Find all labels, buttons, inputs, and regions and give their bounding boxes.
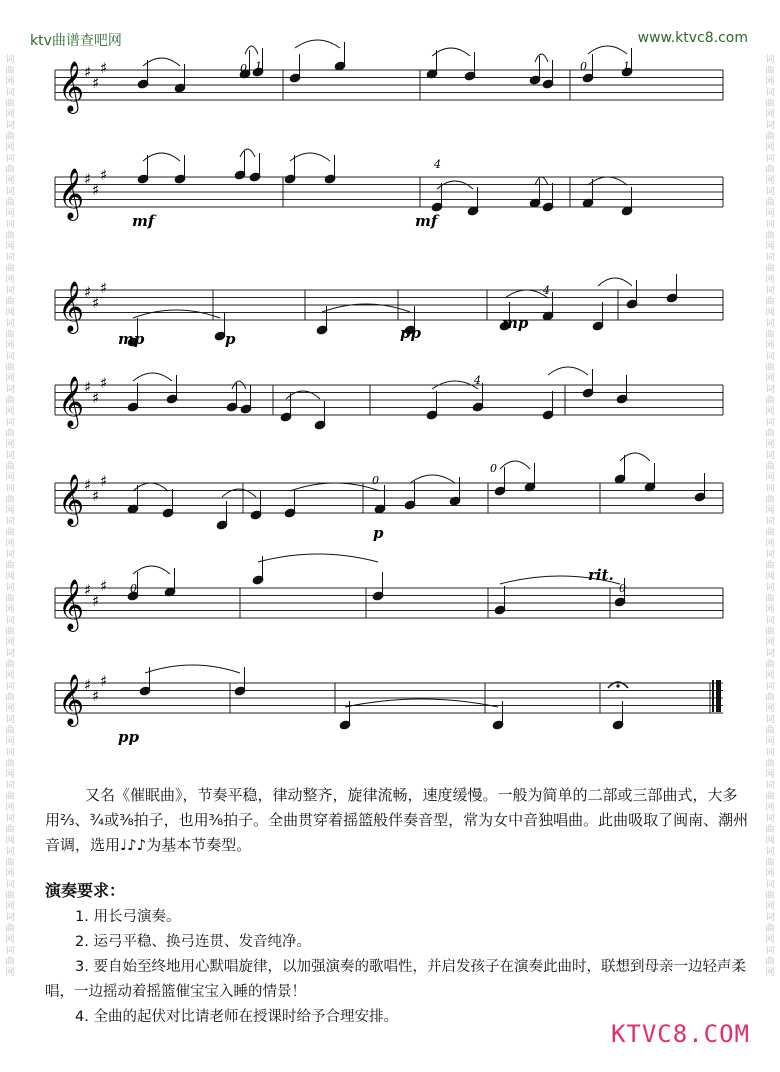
fingering-0: 0: [619, 582, 626, 595]
sharp-icon: ♯: [84, 676, 92, 694]
fingering-4: 4: [474, 374, 481, 387]
slur: [143, 153, 180, 161]
sharp-icon: ♯: [84, 283, 92, 301]
fingering-4: 4: [543, 284, 550, 297]
sharp-icon: ♯: [84, 581, 92, 599]
sharp-icon: ♯: [92, 294, 100, 312]
fingering-4: 4: [434, 158, 441, 171]
slur: [245, 46, 258, 54]
sharp-icon: ♯: [92, 687, 100, 705]
sharp-icon: ♯: [100, 672, 108, 690]
treble-clef-icon: 𝄞: [58, 376, 85, 427]
ktvc8-logo: KTVC8.COM: [610, 1020, 750, 1048]
site-url-right: www.ktvc8.com: [637, 30, 748, 46]
fermata-dot: [616, 684, 619, 687]
requirements-list: [45, 905, 750, 1030]
treble-clef-icon: 𝄞: [58, 168, 85, 219]
slur: [505, 290, 548, 298]
slur: [290, 153, 330, 161]
sharp-icon: ♯: [100, 374, 108, 392]
slur: [295, 40, 340, 48]
sharp-icon: ♯: [92, 389, 100, 407]
slur: [290, 483, 380, 491]
slur: [133, 373, 172, 381]
dynamic-p-1: p: [225, 330, 236, 348]
fingering-0: 0: [240, 62, 247, 75]
fingering-0: 0: [490, 462, 497, 475]
requirement-item: 2. 运弓平稳、换弓连贯、发音纯净。: [75, 934, 311, 950]
slur: [258, 554, 378, 562]
requirement-item: 4. 全曲的起伏对比请老师在授课时给予合理安排。: [75, 1009, 398, 1025]
dynamic-mf-2: mf: [415, 212, 438, 230]
sharp-icon: ♯: [84, 378, 92, 396]
slur: [432, 48, 470, 56]
sharp-icon: ♯: [100, 166, 108, 184]
treble-clef-icon: 𝄞: [58, 281, 85, 332]
fingering-0: 0: [580, 60, 587, 73]
slur: [145, 665, 240, 673]
sharp-icon: ♯: [84, 170, 92, 188]
sharp-icon: ♯: [100, 472, 108, 490]
slur: [588, 177, 627, 185]
final-barline-thick: [716, 680, 721, 712]
slur: [133, 483, 168, 491]
rit-mark: rit.: [588, 566, 614, 584]
slur: [133, 566, 170, 574]
slur: [240, 149, 255, 157]
sharp-icon: ♯: [92, 74, 100, 92]
treble-clef-icon: 𝄞: [58, 674, 85, 725]
sharp-icon: ♯: [84, 63, 92, 81]
sharp-icon: ♯: [84, 476, 92, 494]
dynamic-mf-1: mf: [132, 212, 155, 230]
requirement-item: 3. 要自始至终地用心默唱旋律，以加强演奏的歌唱性，并启发孩子在演奏此曲时，联想到母亲一边轻声柔唱，一边摇动着摇篮催宝宝入睡的情景！: [45, 959, 746, 1000]
final-barline-thin: [712, 680, 714, 712]
dynamic-mp-1: mp: [118, 330, 145, 348]
sharp-icon: ♯: [100, 279, 108, 297]
side-watermark-left: 词曲网词曲网词曲网词曲网词曲网词曲网词曲网词曲网词曲网词曲网词曲网词曲网词曲网词曲网词曲网词曲网词曲网词曲网词曲网词曲网词曲网词曲网词曲网词曲网词曲网词曲网词曲网词曲网: [5, 55, 15, 978]
side-watermark-right: 词曲网词曲网词曲网词曲网词曲网词曲网词曲网词曲网词曲网词曲网词曲网词曲网词曲网词曲网词曲网词曲网词曲网词曲网词曲网词曲网词曲网词曲网词曲网词曲网词曲网词曲网词曲网词曲网: [765, 55, 775, 978]
slur: [410, 475, 455, 483]
sharp-icon: ♯: [100, 577, 108, 595]
fingering-1: 1: [255, 60, 262, 73]
slur: [588, 46, 627, 54]
slur: [133, 310, 220, 318]
site-name-left: ktv曲谱查吧网: [30, 33, 122, 49]
sharp-icon: ♯: [100, 59, 108, 77]
treble-clef-icon: 𝄞: [58, 61, 85, 112]
piece-description: 又名《催眠曲》，节奏平稳，律动整齐，旋律流畅，速度缓慢。一般为简单的二部或三部曲式，大多用⅔、¾或⅜拍子，也用⅜拍子。全曲贯穿着摇篮般伴奏音型，常为女中音独唱曲。此曲吸取了闽南、潮州音调，选用♩♪♪为基本节奏型。: [45, 786, 749, 854]
requirement-item: 1. 用长弓演奏。: [75, 909, 181, 925]
staff-lines: [55, 70, 723, 713]
fingering-0: 0: [372, 474, 379, 487]
sharp-icon: ♯: [92, 487, 100, 505]
treble-clef-icon: 𝄞: [58, 579, 85, 630]
slur: [548, 367, 588, 375]
dynamic-pp-2: pp: [118, 728, 139, 746]
sharp-icon: ♯: [92, 592, 100, 610]
treble-clef-icon: 𝄞: [58, 474, 85, 525]
slur: [535, 177, 548, 185]
sharp-icon: ♯: [92, 181, 100, 199]
fingering-0: 0: [130, 582, 137, 595]
dynamic-pp-1: pp: [400, 324, 421, 342]
slur: [143, 58, 180, 66]
requirements-title: 演奏要求：: [45, 881, 126, 900]
dynamic-p-2: p: [373, 524, 384, 542]
slur: [535, 54, 548, 62]
dynamic-mp-2: mp: [502, 314, 529, 332]
fingering-1: 1: [623, 60, 630, 73]
slur: [598, 278, 632, 286]
